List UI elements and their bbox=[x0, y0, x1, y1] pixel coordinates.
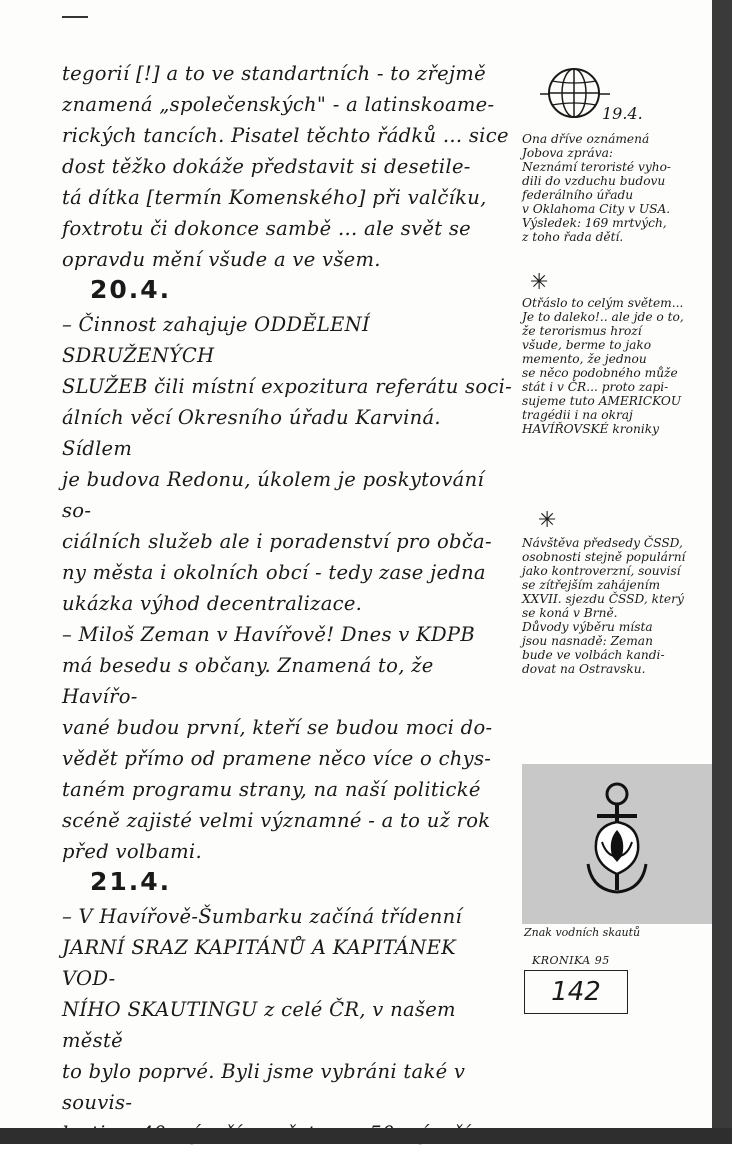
side-note-oklahoma: Ona dříve oznámená Jobova zpráva: Neznámí teroristé vyho- dili do vzduchu budovu federálního úřadu v Oklahoma City v USA. Výsledek: 169 mrtvých, z toho řada dětí. bbox=[522, 132, 672, 244]
emblem-caption: Znak vodních skautů bbox=[524, 926, 641, 939]
chronicle-label: KRONIKA 95 bbox=[532, 954, 610, 967]
top-mark bbox=[62, 16, 88, 18]
paragraph-social-services: – Činnost zahajuje ODDĚLENÍ SDRUŽENÝCH SLUŽEB čili místní expozitura referátu soci- álních věcí Okresního úřadu Karviná. Sídlem je budova Redonu, úkolem je poskytování so- ciálních služeb ale i poradenství pro obča- ny města i okolních obcí - tedy zase jedna ukázka výhod decentralizace. bbox=[62, 313, 513, 615]
paragraph-water-scouts: – V Havířově-Šumbarku začíná třídenní JARNÍ SRAZ KAPITÁNŮ A KAPITÁNEK VOD- NÍHO SKAUTINGU z celé ČR, v našem městě to bylo poprvé. Byli jsme vybráni také v souvis- bbox=[62, 905, 466, 1114]
side-date-19-4: 19.4. bbox=[602, 104, 643, 123]
main-column bbox=[62, 58, 514, 1149]
paragraph-dance-classes: tegorií [!] a to ve standartních - to zřejmě znamená „společenských" - a latinskoame- rických tancích. Pisatel těchto řádků ... sice dost těžko dokáže představit si desetile- tá dítka [termín Komenského] při valčíku, foxtrotu či dokonce sambě ... ale svět se opravdu mění všude a ve všem. bbox=[62, 62, 509, 271]
date-heading-20-4: 20.4. bbox=[90, 275, 172, 304]
side-note-cssd: Návštěva předsedy ČSSD, osobnosti stejně populární jako kontroverzní, souvisí se zítřejším zahájením XXVII. sjezdu ČSSD, který se koná v Brně. Důvody výběru místa jsou nasnadě: Zeman bude ve volbách kandi- dovat na Ostravsku. bbox=[522, 536, 686, 676]
asterisk-mark: ✳ bbox=[530, 270, 549, 295]
scan-edge-right bbox=[712, 0, 732, 1144]
side-note-terrorism: Otřáslo to celým světem... Je to daleko!.. ale jde o to, že terorismus hrozí všude, berme to jako memento, že jednou se něco podobného může stát i v ČR... proto zapi- sujeme tuto AMERICKOU tragédii i na okraj HAVÍŘOVSKÉ kroniky bbox=[522, 296, 684, 436]
paragraph-zeman-visit: – Miloš Zeman v Havířově! Dnes v KDPB má besedu s občany. Znamená to, že Havířo- vané budou první, kteří se budou moci do- vědět přímo od pramene něco více o chys- taném programu strany, na naší politické scéně zajisté velmi významné - a to už rok před volbami. bbox=[62, 623, 493, 863]
water-scouts-emblem bbox=[522, 764, 712, 924]
page-number: 142 bbox=[524, 970, 628, 1014]
asterisk-mark: ✳ bbox=[538, 508, 557, 533]
date-heading-21-4: 21.4. bbox=[90, 867, 172, 896]
anchor-lily-icon bbox=[522, 764, 712, 924]
scan-edge-bottom bbox=[0, 1128, 732, 1144]
